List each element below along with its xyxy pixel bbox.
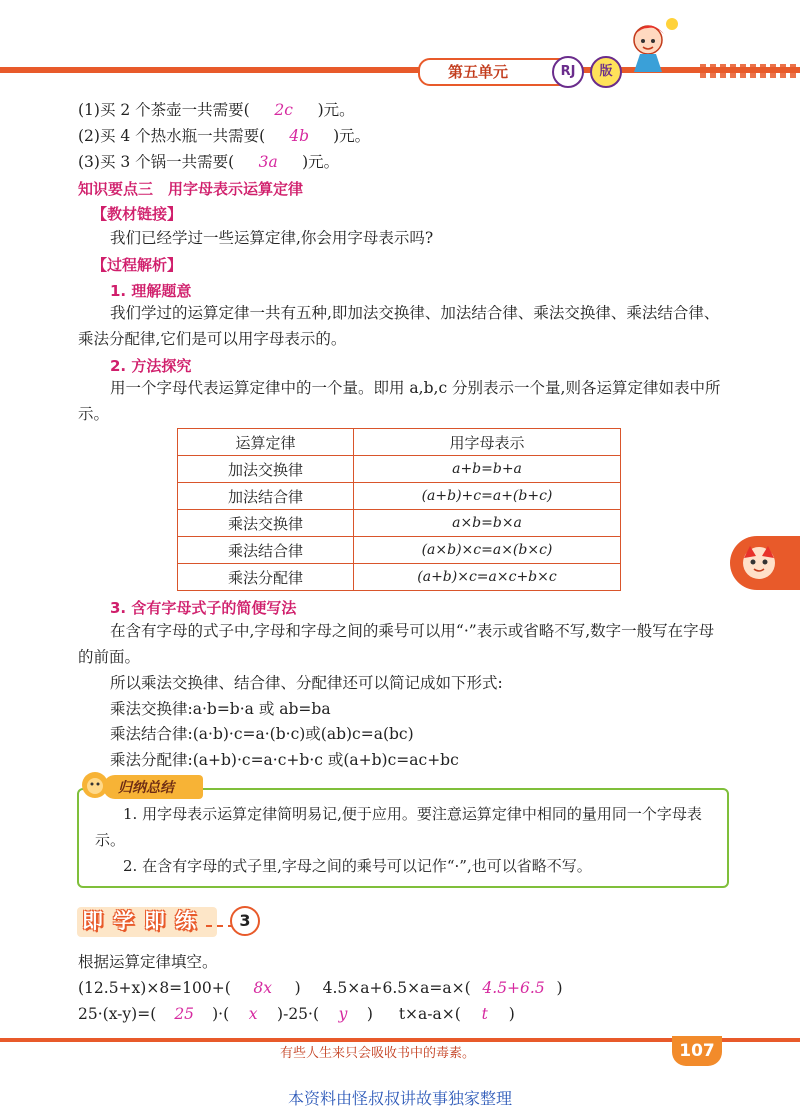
edition-badge-rj: RJ (552, 56, 584, 88)
expr-prefix: 25·(x-y)=( (78, 1005, 157, 1023)
shorthand-intro: 所以乘法交换律、结合律、分配律还可以简记成如下形式: (110, 674, 503, 692)
practice-char: 即 (144, 909, 165, 933)
question-line-3 (78, 152, 339, 172)
edition-badge-ban: 版 (590, 56, 622, 88)
table-row (178, 483, 621, 510)
header-dots-decoration (700, 64, 800, 78)
table-cell: 乘法交换律 (178, 510, 354, 537)
section-title: 知识要点三 用字母表示运算定律 (78, 180, 304, 198)
answer-text: y (338, 1005, 348, 1023)
subsection-title-3: 3. 含有字母式子的简便写法 (110, 599, 297, 617)
expr-prefix: t×a-a×( (398, 1005, 461, 1023)
table-cell: 乘法结合律 (178, 537, 354, 564)
table-cell: 加法交换律 (178, 456, 354, 483)
answer-text: 2c (274, 101, 293, 119)
table-cell: (a×b)×c=a×(b×c) (354, 537, 621, 564)
answer-text: x (248, 1005, 258, 1023)
laws-table (177, 428, 621, 591)
expr-prefix: (12.5+x)×8=100+( (78, 979, 231, 997)
line-prefix: (1)买 2 个茶壶一共需要( (78, 101, 250, 119)
answer-text: 25 (174, 1005, 195, 1023)
subsection-text-3: 在含有字母的式子中,字母和字母之间的乘号可以用“·”表示或省略不写,数字一般写在字母的前面。 (78, 622, 715, 666)
expr-middle: )-25·( (277, 1005, 320, 1023)
summary-tag: 归纳总结 (118, 780, 174, 796)
practice-number-badge: 3 (230, 906, 260, 936)
mascot-face-icon (740, 544, 778, 582)
line-prefix: (2)买 4 个热水瓶一共需要( (78, 127, 266, 145)
table-cell: a×b=b×a (354, 510, 621, 537)
tag-textbook-link: 【教材链接】 (92, 205, 183, 223)
answer-text: t (481, 1005, 488, 1023)
expr-suffix: ) (508, 1005, 515, 1023)
line-prefix: (3)买 3 个锅一共需要( (78, 153, 235, 171)
answer-text: 8x (253, 979, 273, 997)
page-number: 107 (672, 1036, 722, 1066)
credit-line: 本资料由怪叔叔讲故事独家整理 (287, 1089, 512, 1108)
subsection-text-1: 我们学过的运算定律一共有五种,即加法交换律、加法结合律、乘法交换律、乘法结合律、乘法分配律,它们是可以用字母表示的。 (78, 304, 720, 348)
formula-distributive: 乘法分配律:(a+b)·c=a·c+b·c 或(a+b)c=ac+bc (110, 751, 459, 769)
summary-point-1: 1. 用字母表示运算定律简明易记,便于应用。要注意运算定律中相同的量用同一个字母表示。 (95, 805, 702, 849)
summary-point-2: 2. 在含有字母的式子里,字母之间的乘号可以记作“·”,也可以省略不写。 (123, 857, 592, 875)
practice-instruction: 根据运算定律填空。 (78, 953, 218, 971)
table-header: 用字母表示 (354, 429, 621, 456)
subsection-title-2: 2. 方法探究 (110, 357, 192, 375)
lion-mascot-icon (80, 770, 110, 800)
answer-text: 4.5+6.5 (482, 979, 545, 997)
table-cell: 乘法分配律 (178, 564, 354, 591)
table-row (178, 564, 621, 591)
footer-motto: 有些人生来只会吸收书中的毒素。 (280, 1046, 476, 1061)
subsection-text-2: 用一个字母代表运算定律中的一个量。即用 a,b,c 分别表示一个量,则各运算定律如表中所示。 (78, 379, 721, 423)
formula-commutative: 乘法交换律:a·b=b·a 或 ab=ba (110, 700, 331, 718)
table-cell: 加法结合律 (178, 483, 354, 510)
unit-title: 第五单元 (448, 63, 509, 81)
expr-suffix: ) (294, 979, 301, 997)
question-line-2 (78, 126, 370, 146)
subsection-title-1: 1. 理解题意 (110, 282, 192, 300)
line-suffix: )元。 (317, 101, 355, 119)
practice-line-1 (78, 978, 563, 998)
practice-char: 即 (82, 909, 103, 933)
line-suffix: )元。 (302, 153, 340, 171)
table-header-row (178, 429, 621, 456)
textbook-question: 我们已经学过一些运算定律,你会用字母表示吗? (110, 229, 434, 247)
line-suffix: )元。 (333, 127, 371, 145)
tag-process-analysis: 【过程解析】 (92, 256, 183, 274)
practice-line-2 (78, 1004, 515, 1024)
question-line-1 (78, 100, 355, 120)
table-row (178, 456, 621, 483)
mascot-girl-icon (620, 14, 690, 74)
practice-char: 学 (113, 909, 134, 933)
formula-associative: 乘法结合律:(a·b)·c=a·(b·c)或(ab)c=a(bc) (110, 725, 414, 743)
table-row (178, 537, 621, 564)
table-cell: (a+b)+c=a+(b+c) (354, 483, 621, 510)
answer-text: 3a (258, 153, 278, 171)
practice-char: 练 (175, 909, 196, 933)
expr-suffix: ) (366, 1005, 373, 1023)
expr-suffix: ) (556, 979, 563, 997)
table-cell: a+b=b+a (354, 456, 621, 483)
table-cell: (a+b)×c=a×c+b×c (354, 564, 621, 591)
table-row (178, 510, 621, 537)
expr-prefix: 4.5×a+6.5×a=a×( (322, 979, 471, 997)
expr-middle: )·( (212, 1005, 230, 1023)
answer-text: 4b (289, 127, 310, 145)
table-header: 运算定律 (178, 429, 354, 456)
